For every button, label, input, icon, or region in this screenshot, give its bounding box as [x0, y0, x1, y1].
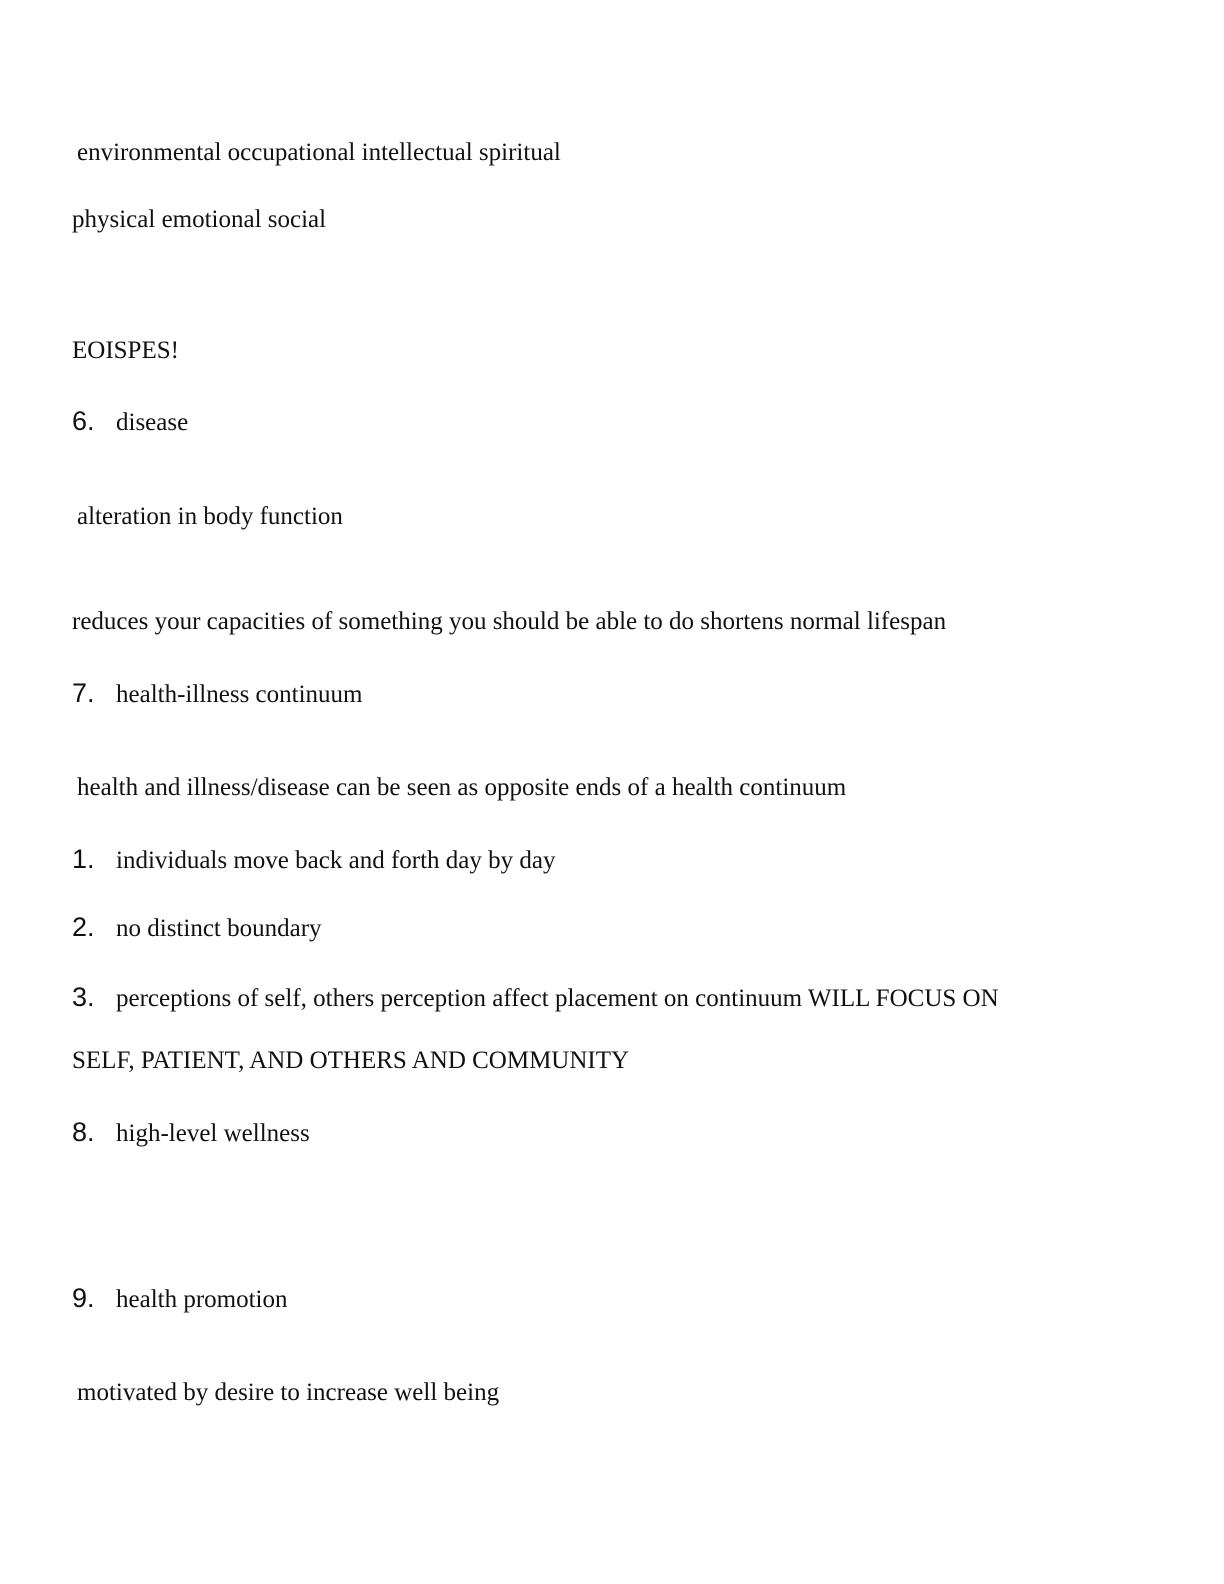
text: alteration in body function [77, 503, 343, 530]
item-text: individuals move back and forth day by day [116, 847, 556, 874]
text: health and illness/disease can be seen as opposite ends of a health continuum [77, 774, 847, 801]
item-number: 3. [72, 982, 95, 1012]
text: SELF, PATIENT, AND OTHERS AND COMMUNITY [72, 1047, 630, 1074]
text: environmental occupational intellectual spiritual [77, 139, 561, 166]
text-line-mnemonic [72, 336, 179, 366]
text: reduces your capacities of something you should be able to do shortens normal lifespan [72, 608, 947, 635]
numbered-item-3 [72, 982, 999, 1014]
item-text: high-level wellness [116, 1120, 310, 1147]
numbered-item-continuum [72, 678, 362, 710]
numbered-item-1 [72, 844, 555, 876]
item-number: 1. [72, 844, 95, 874]
item-text: no distinct boundary [116, 915, 322, 942]
item-number: 2. [72, 912, 95, 942]
numbered-item-wellness [72, 1117, 310, 1149]
text: EOISPES! [72, 337, 179, 364]
text: physical emotional social [72, 206, 327, 233]
text-line-definition [77, 502, 343, 532]
text-line-focus [72, 1046, 629, 1076]
numbered-item-disease [72, 406, 188, 438]
text-line-definition-cont [72, 607, 946, 637]
text-line-continuum-definition [77, 773, 846, 803]
item-text: disease [116, 409, 189, 436]
numbered-item-health-promotion [72, 1283, 288, 1315]
text: motivated by desire to increase well being [77, 1379, 500, 1406]
numbered-item-2 [72, 912, 322, 944]
item-number: 9. [72, 1283, 95, 1313]
item-number: 6. [72, 406, 95, 436]
text-line-motivation [77, 1378, 499, 1408]
item-text: health promotion [116, 1286, 288, 1313]
item-number: 7. [72, 678, 95, 708]
item-number: 8. [72, 1117, 95, 1147]
text-line-dimensions [77, 138, 561, 168]
item-text: health-illness continuum [116, 681, 363, 708]
text-line-dimensions-cont [72, 205, 326, 235]
item-text: perceptions of self, others perception affect placement on continuum WILL FOCUS ON [116, 985, 999, 1012]
